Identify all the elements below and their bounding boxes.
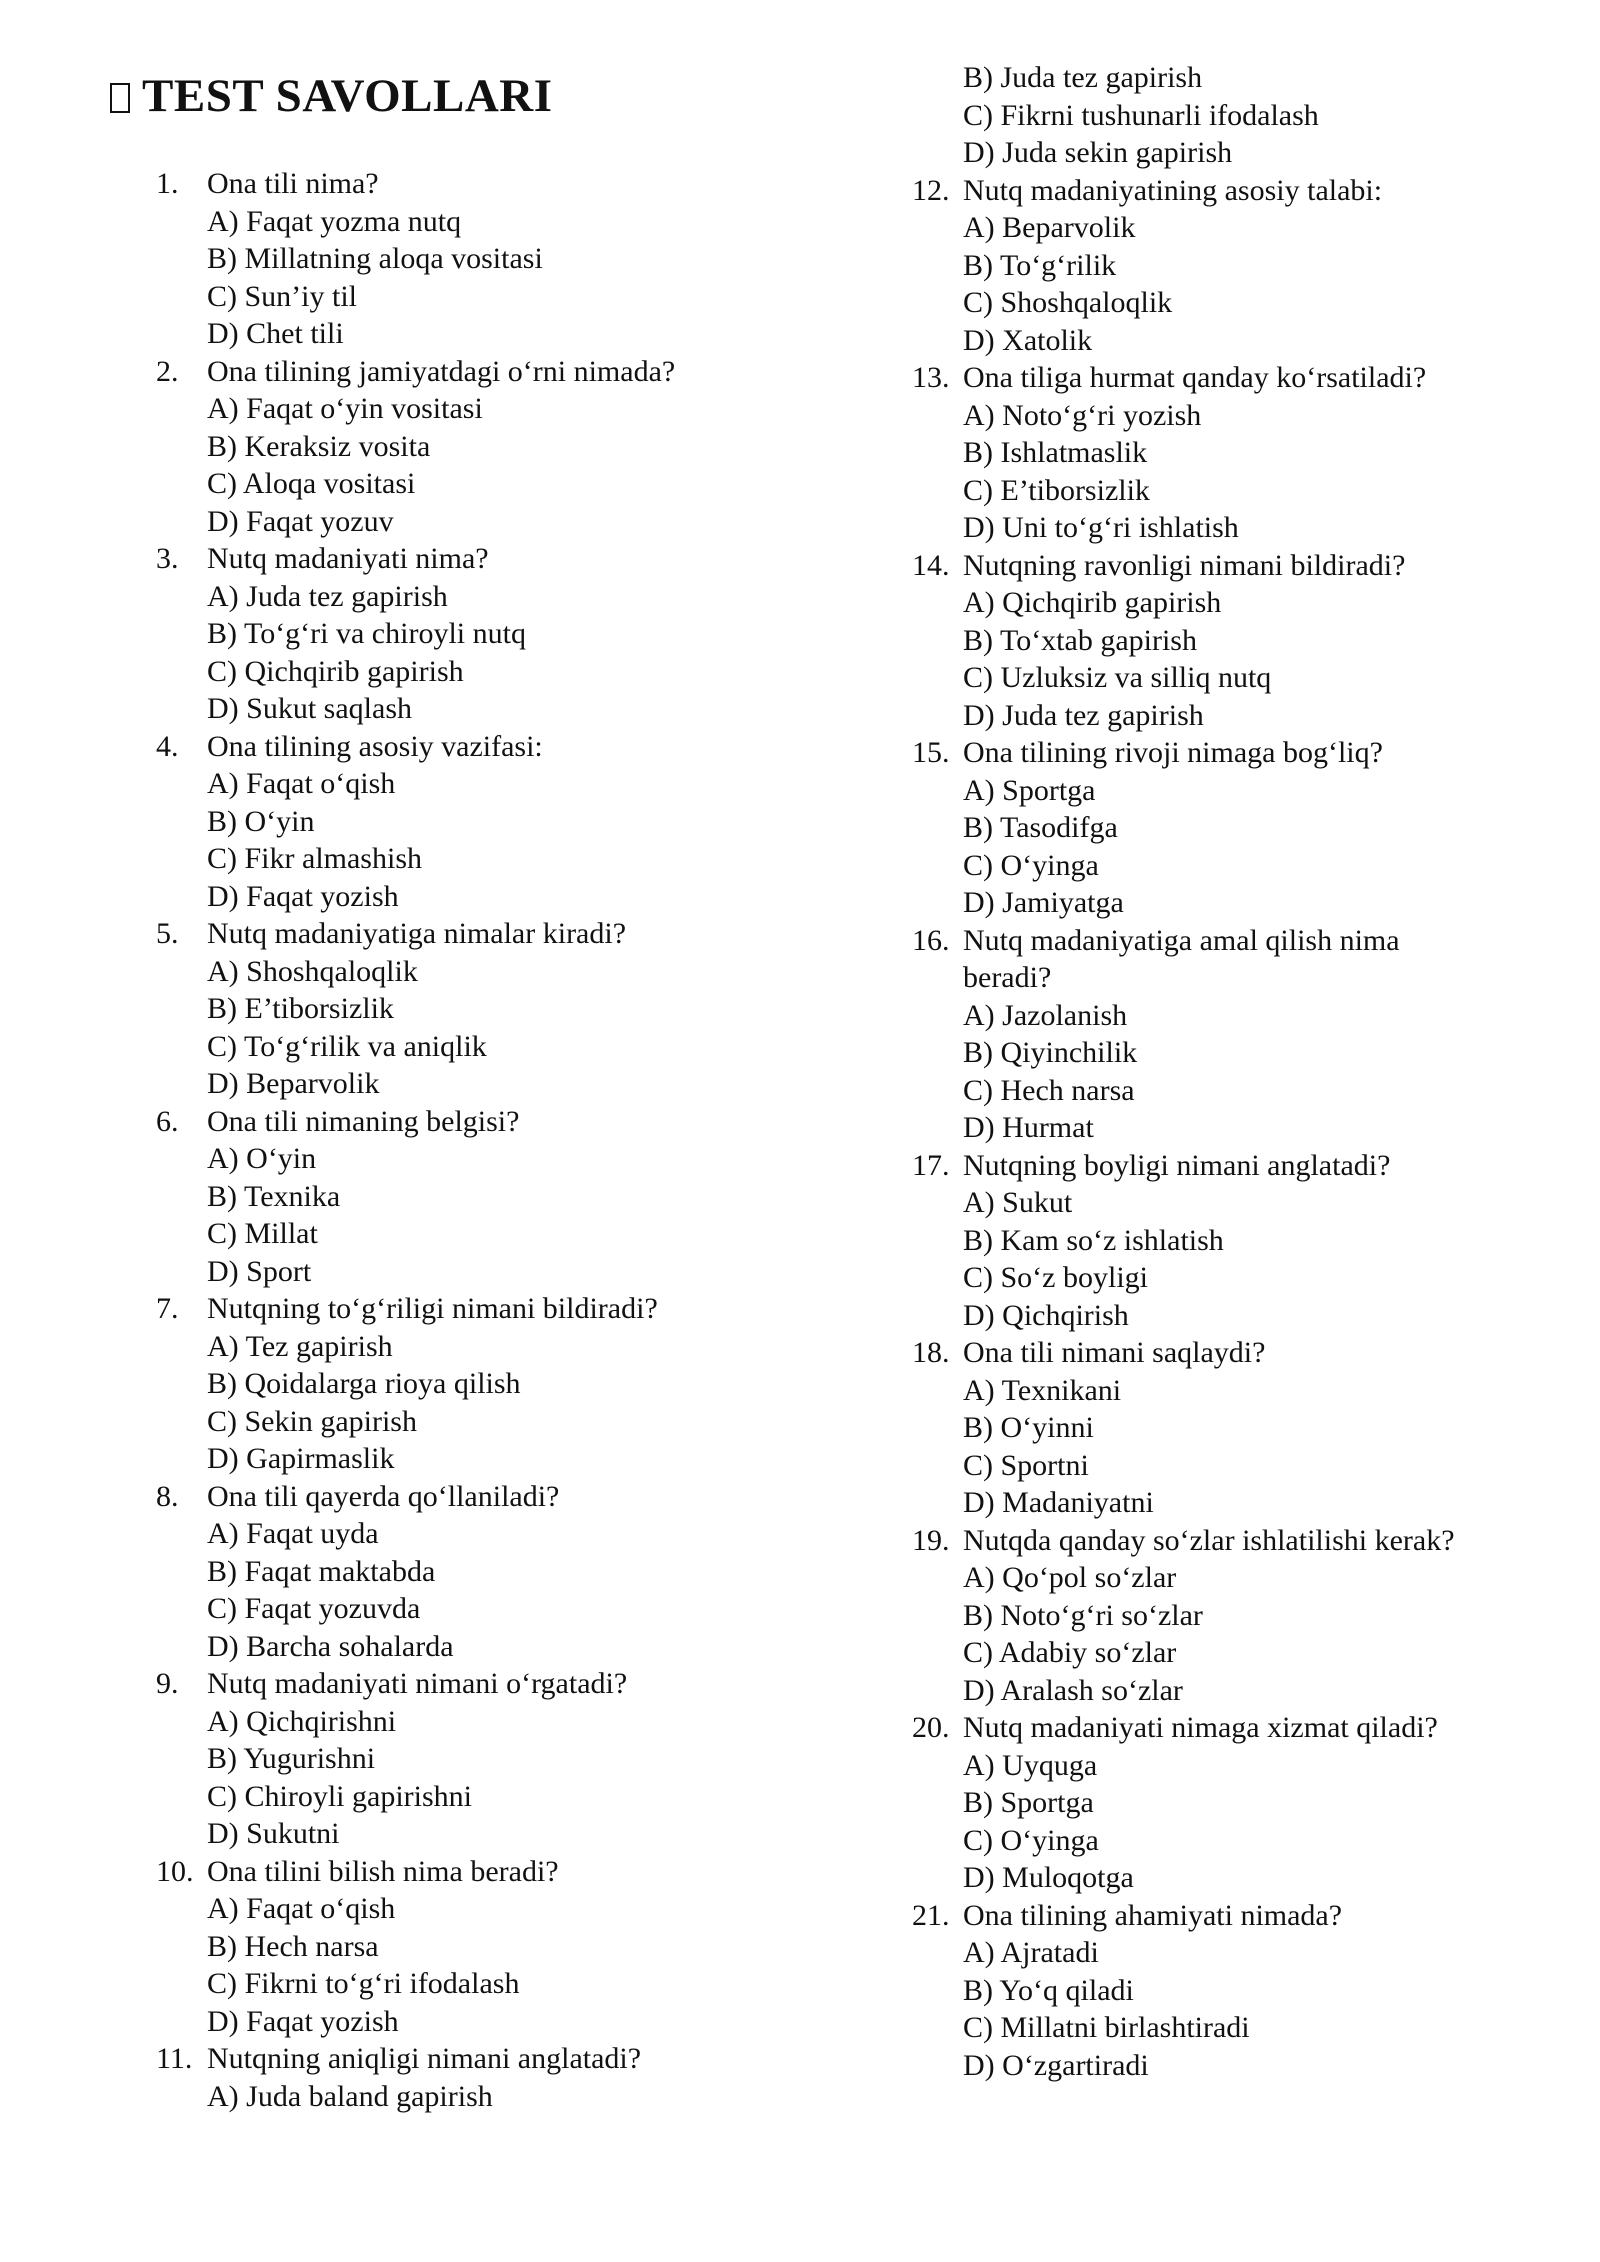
option-d: D) Madaniyatni [963, 1486, 1154, 1519]
question-text: Ona tili nimaning belgisi? [207, 1104, 520, 1138]
question-7 [156, 1290, 856, 1478]
option-b: B) To‘g‘rilik [963, 248, 1117, 282]
option-d: D) Faqat yozish [207, 2004, 399, 2038]
option-c: C) Fikr almashish [207, 842, 422, 875]
option-d: D) O‘zgartiradi [963, 2048, 1149, 2082]
option-a: A) Shoshqaloqlik [207, 954, 418, 988]
option-c: C) Shoshqaloqlik [963, 286, 1173, 319]
question-15 [912, 734, 1532, 922]
question-text: Ona tili nima? [207, 167, 379, 200]
option-a: A) Qichqirib gapirish [963, 586, 1222, 619]
option-d: D) Jamiyatga [963, 886, 1124, 919]
question-number: 19. [912, 1523, 950, 1557]
option-a: A) Sportga [963, 773, 1096, 807]
option-c: C) Chiroyli gapirishni [207, 1779, 472, 1813]
option-a: A) Juda tez gapirish [207, 579, 448, 613]
question-20 [912, 1709, 1532, 1897]
option-c: C) So‘z boyligi [963, 1261, 1148, 1294]
option-b: B) Ishlatmaslik [963, 436, 1148, 469]
option-a: A) Faqat uyda [207, 1517, 379, 1550]
question-text: Nutqda qanday so‘zlar ishlatilishi kerak? [963, 1523, 1455, 1557]
question-text: Nutq madaniyati nima? [207, 542, 489, 575]
question-4 [156, 728, 856, 916]
question-13 [912, 359, 1532, 547]
question-text: Ona tili qayerda qo‘llaniladi? [207, 1479, 560, 1513]
question-18 [912, 1334, 1532, 1522]
question-text: Nutqning ravonligi nimani bildiradi? [963, 548, 1406, 582]
question-number: 12. [912, 173, 950, 207]
option-b: B) To‘g‘ri va chiroyli nutq [207, 617, 526, 650]
option-a: A) Ajratadi [963, 1936, 1099, 1969]
option-b: B) Qiyinchilik [963, 1036, 1138, 1069]
option-a: A) Faqat o‘yin vositasi [207, 392, 483, 425]
option-c: C) Sekin gapirish [207, 1404, 417, 1438]
option-d: D) Qichqirish [963, 1298, 1129, 1332]
question-text: Ona tilining ahamiyati nimada? [963, 1898, 1343, 1932]
question-text-line-2: beradi? [963, 961, 1052, 994]
question-text: Ona tilini bilish nima beradi? [207, 1854, 559, 1888]
option-a: A) Uyquga [963, 1748, 1098, 1782]
question-number: 4. [156, 729, 179, 763]
option-c: C) Millatni birlashtiradi [963, 2011, 1250, 2044]
option-a: A) Faqat o‘qish [207, 767, 396, 800]
option-c: C) Fikrni tushunarli ifodalash [963, 98, 1319, 132]
option-d: D) Muloqotga [963, 1861, 1134, 1894]
option-a: A) Sukut [963, 1186, 1073, 1219]
question-text: Nutq madaniyatiga nimalar kiradi? [207, 917, 627, 950]
question-text: Nutqning boyligi nimani anglatadi? [963, 1148, 1391, 1182]
option-a: A) Jazolanish [963, 998, 1128, 1032]
option-b: B) Keraksiz vosita [207, 429, 431, 463]
option-d: D) Aralash so‘zlar [963, 1673, 1183, 1707]
option-d: D) Faqat yozuv [207, 504, 394, 538]
question-number: 9. [156, 1667, 179, 1700]
option-a: A) Faqat o‘qish [207, 1892, 396, 1925]
option-a: A) Faqat yozma nutq [207, 204, 462, 238]
option-d: D) Xatolik [963, 323, 1093, 357]
left-column [156, 165, 856, 2115]
option-a: A) Texnikani [963, 1373, 1122, 1407]
question-number: 7. [156, 1292, 179, 1325]
question-14 [912, 547, 1532, 735]
option-c: C) Millat [207, 1217, 318, 1250]
option-d: D) Juda tez gapirish [963, 698, 1204, 732]
question-9 [156, 1665, 856, 1853]
question-number: 14. [912, 548, 950, 582]
question-3 [156, 540, 856, 728]
question-text: Nutq madaniyati nimaga xizmat qiladi? [963, 1711, 1438, 1744]
question-5 [156, 915, 856, 1103]
option-a: A) Tez gapirish [207, 1329, 393, 1363]
option-b: B) O‘yin [207, 804, 315, 838]
option-a: A) Noto‘g‘ri yozish [963, 398, 1202, 432]
option-d: D) Sukut saqlash [207, 692, 412, 725]
option-d: D) Hurmat [963, 1111, 1094, 1144]
question-12 [912, 172, 1532, 360]
option-d: D) Beparvolik [207, 1067, 380, 1100]
question-10 [156, 1853, 856, 2041]
question-number: 1. [156, 167, 179, 200]
option-b: B) Noto‘g‘ri so‘zlar [963, 1598, 1203, 1632]
option-c: C) Faqat yozuvda [207, 1592, 421, 1625]
option-d: D) Uni to‘g‘ri ishlatish [963, 511, 1239, 544]
option-b: B) Millatning aloqa vositasi [207, 242, 543, 275]
option-d: D) Chet tili [207, 317, 344, 350]
question-text: Nutqning to‘g‘riligi nimani bildiradi? [207, 1292, 658, 1325]
question-number: 10. [156, 1854, 194, 1888]
option-b: B) O‘yinni [963, 1411, 1094, 1444]
option-a: A) Qichqirishni [207, 1704, 397, 1738]
question-number: 13. [912, 361, 950, 394]
option-b: B) To‘xtab gapirish [963, 623, 1197, 657]
option-b: B) Sportga [963, 1786, 1094, 1819]
question-text: Ona tili nimani saqlaydi? [963, 1336, 1266, 1369]
question-number: 17. [912, 1148, 950, 1182]
question-11-continued [912, 59, 1532, 172]
right-column [912, 59, 1532, 2084]
question-number: 11. [156, 2042, 193, 2075]
option-b: B) Texnika [207, 1179, 341, 1213]
option-d: D) Sukutni [207, 1817, 340, 1850]
question-number: 2. [156, 354, 179, 388]
option-a: A) Qo‘pol so‘zlar [963, 1561, 1177, 1594]
option-b: B) Yugurishni [207, 1742, 376, 1775]
question-8 [156, 1478, 856, 1666]
question-number: 8. [156, 1479, 179, 1513]
question-text: Ona tilining asosiy vazifasi: [207, 729, 543, 763]
question-17 [912, 1147, 1532, 1335]
question-16 [912, 922, 1532, 1147]
option-b: B) Faqat maktabda [207, 1554, 436, 1588]
question-2 [156, 353, 856, 541]
option-a: A) Beparvolik [963, 211, 1136, 244]
question-21 [912, 1897, 1532, 2085]
question-19 [912, 1522, 1532, 1710]
option-c: C) O‘yinga [963, 848, 1099, 882]
missing-glyph-icon [110, 83, 130, 113]
option-c: C) Adabiy so‘zlar [963, 1636, 1177, 1669]
question-text: Ona tilining rivoji nimaga bog‘liq? [963, 736, 1383, 769]
option-a: A) O‘yin [207, 1142, 317, 1175]
question-text: Nutq madaniyati nimani o‘rgatadi? [207, 1667, 628, 1700]
question-11 [156, 2040, 856, 2115]
option-d: D) Gapirmaslik [207, 1442, 395, 1475]
question-text: Nutqning aniqligi nimani anglatadi? [207, 2042, 642, 2075]
page-title [110, 66, 553, 126]
option-b: B) Yo‘q qiladi [963, 1973, 1134, 2007]
option-d: D) Barcha sohalarda [207, 1629, 454, 1663]
option-c: C) Sun’iy til [207, 279, 358, 313]
option-c: C) O‘yinga [963, 1823, 1099, 1857]
option-c: C) Aloqa vositasi [207, 467, 416, 500]
question-number: 5. [156, 917, 179, 950]
option-c: C) Qichqirib gapirish [207, 654, 464, 688]
question-text: Ona tiliga hurmat qanday ko‘rsatiladi? [963, 361, 1427, 394]
option-c: C) To‘g‘rilik va aniqlik [207, 1029, 487, 1063]
option-d: D) Juda sekin gapirish [963, 136, 1233, 169]
option-b: B) Qoidalarga rioya qilish [207, 1367, 521, 1400]
question-number: 3. [156, 542, 179, 575]
question-6 [156, 1103, 856, 1291]
option-c: C) Uzluksiz va silliq nutq [963, 661, 1272, 694]
question-text: Ona tilining jamiyatdagi o‘rni nimada? [207, 354, 676, 388]
question-number: 21. [912, 1898, 950, 1932]
option-a: A) Juda baland gapirish [207, 2079, 493, 2113]
option-b: B) E’tiborsizlik [207, 992, 394, 1025]
question-1 [156, 165, 856, 353]
option-b: B) Tasodifga [963, 811, 1118, 844]
question-number: 6. [156, 1104, 179, 1138]
question-text: Nutq madaniyatining asosiy talabi: [963, 173, 1383, 207]
option-c: C) Fikrni to‘g‘ri ifodalash [207, 1967, 520, 2000]
option-b: B) Kam so‘z ishlatish [963, 1223, 1224, 1257]
question-text-line-1: Nutq madaniyatiga amal qilish nima [963, 923, 1400, 957]
question-number: 16. [912, 923, 950, 957]
option-c: C) Hech narsa [963, 1073, 1135, 1107]
option-b: B) Juda tez gapirish [963, 61, 1203, 94]
option-c: C) Sportni [963, 1448, 1089, 1482]
question-number: 15. [912, 736, 950, 769]
option-d: D) Sport [207, 1254, 312, 1288]
option-b: B) Hech narsa [207, 1929, 379, 1963]
title-text: TEST SAVOLLARI [142, 70, 553, 122]
option-d: D) Faqat yozish [207, 879, 399, 913]
option-c: C) E’tiborsizlik [963, 473, 1150, 507]
question-number: 18. [912, 1336, 950, 1369]
question-number: 20. [912, 1711, 950, 1744]
